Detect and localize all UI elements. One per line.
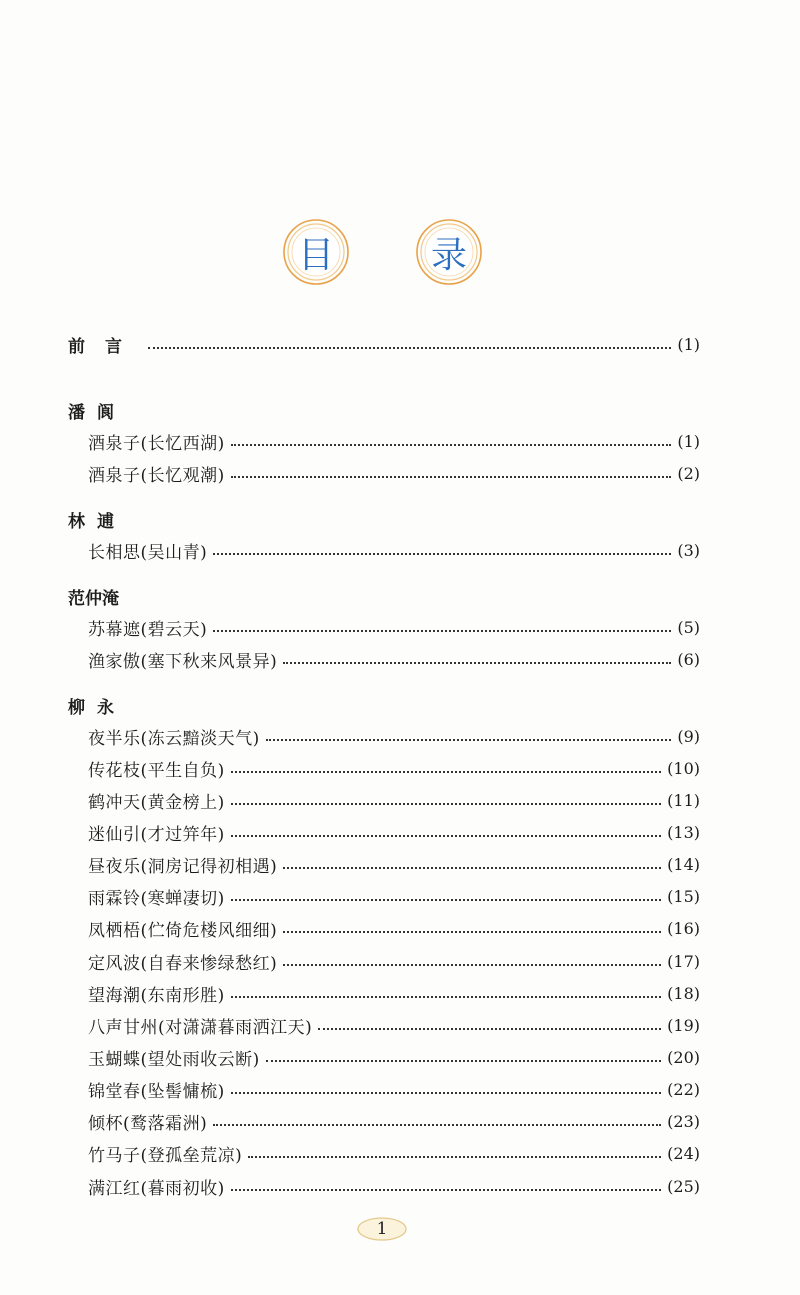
toc-entry-label: 迷仙引(才过笄年) [88, 824, 225, 845]
toc-entry-page: (10) [667, 758, 700, 778]
toc-entry[interactable] [88, 948, 700, 974]
toc-entry[interactable] [88, 1173, 700, 1199]
page-number: 1 [376, 1219, 388, 1239]
toc-entry-page: (20) [667, 1047, 700, 1067]
leader-dots [148, 347, 671, 349]
toc-entry-label: 雨霖铃(寒蝉凄切) [88, 888, 225, 909]
leader-dots [213, 630, 671, 632]
toc-entry-page: (25) [667, 1176, 700, 1196]
toc-entry-preface[interactable] [68, 331, 700, 357]
toc-entry-page: (24) [667, 1143, 700, 1163]
leader-dots [283, 867, 661, 869]
toc-entry-label: 前言 [68, 336, 142, 357]
toc-entry-label: 倾杯(鹜落霜洲) [88, 1113, 208, 1134]
leader-dots [213, 1124, 661, 1126]
toc-entry[interactable] [88, 755, 700, 781]
toc-entry-label: 竹马子(登孤垒荒凉) [88, 1145, 243, 1166]
title-badge-left [282, 218, 350, 286]
leader-dots [231, 899, 661, 901]
toc-entry-page: (16) [667, 918, 700, 938]
title-char-1: 目 [297, 234, 334, 276]
toc-entry-label: 酒泉子(长忆西湖) [88, 433, 225, 454]
author-heading: 潘阆 [68, 402, 126, 423]
toc-entry-page: (23) [667, 1111, 700, 1131]
toc-entry-label: 传花枝(平生自负) [88, 760, 225, 781]
title-badge-right [415, 218, 483, 286]
page-number-badge [356, 1216, 408, 1242]
leader-dots [266, 739, 672, 741]
toc-entry-label: 定风波(自春来惨绿愁红) [88, 953, 278, 974]
toc-entry-label: 渔家傲(塞下秋来风景异) [88, 651, 278, 672]
toc-entry-label: 苏幕遮(碧云天) [88, 619, 208, 640]
toc-entry-page: (11) [667, 790, 700, 810]
toc-entry-page: (18) [667, 983, 700, 1003]
toc-entry-page: (1) [677, 334, 700, 354]
title-char-2: 录 [430, 234, 467, 276]
leader-dots [318, 1028, 661, 1030]
toc-entry[interactable] [88, 1076, 700, 1102]
toc-entry[interactable] [88, 460, 700, 486]
toc-entry-label: 夜半乐(冻云黯淡天气) [88, 728, 260, 749]
leader-dots [231, 1092, 661, 1094]
leader-dots [231, 476, 672, 478]
toc-entry[interactable] [88, 883, 700, 909]
toc-entry-page: (13) [667, 822, 700, 842]
toc-entry-page: (1) [677, 431, 700, 451]
toc-entry-page: (9) [677, 726, 700, 746]
leader-dots [248, 1156, 661, 1158]
toc-entry[interactable] [88, 614, 700, 640]
toc-entry-label: 锦堂春(坠髻慵梳) [88, 1081, 225, 1102]
toc-entry-label: 望海潮(东南形胜) [88, 985, 225, 1006]
author-heading: 林逋 [68, 511, 126, 532]
toc-entry-label: 昼夜乐(洞房记得初相遇) [88, 856, 278, 877]
toc-entry-page: (14) [667, 854, 700, 874]
toc-entry-label: 满江红(暮雨初收) [88, 1178, 225, 1199]
toc-entry-page: (15) [667, 886, 700, 906]
leader-dots [283, 931, 661, 933]
toc-entry-label: 鹤冲天(黄金榜上) [88, 792, 225, 813]
toc-entry-page: (5) [677, 617, 700, 637]
leader-dots [231, 835, 661, 837]
toc-entry[interactable] [88, 851, 700, 877]
toc-entry[interactable] [88, 1044, 700, 1070]
toc-entry[interactable] [88, 1108, 700, 1134]
toc-entry[interactable] [88, 819, 700, 845]
toc-entry-page: (19) [667, 1015, 700, 1035]
toc-entry[interactable] [88, 787, 700, 813]
toc-entry-page: (3) [677, 540, 700, 560]
toc-entry[interactable] [88, 723, 700, 749]
leader-dots [231, 996, 661, 998]
toc-entry[interactable] [88, 1012, 700, 1038]
leader-dots [231, 771, 661, 773]
leader-dots [231, 1189, 661, 1191]
toc-entry-label: 长相思(吴山青) [88, 542, 208, 563]
leader-dots [283, 662, 671, 664]
toc-entry-label: 玉蝴蝶(望处雨收云断) [88, 1049, 260, 1070]
toc-entry[interactable] [88, 980, 700, 1006]
toc-entry[interactable] [88, 646, 700, 672]
toc-entry-label: 八声甘州(对潇潇暮雨洒江天) [88, 1017, 313, 1038]
toc-entry-page: (6) [677, 649, 700, 669]
toc-entry-page: (2) [677, 463, 700, 483]
toc-entry-label: 凤栖梧(伫倚危楼风细细) [88, 920, 278, 941]
leader-dots [266, 1060, 661, 1062]
toc-entry-label: 酒泉子(长忆观潮) [88, 465, 225, 486]
leader-dots [283, 964, 661, 966]
toc-entry[interactable] [88, 1140, 700, 1166]
leader-dots [231, 803, 661, 805]
toc-entry[interactable] [88, 915, 700, 941]
author-heading: 柳永 [68, 697, 126, 718]
leader-dots [231, 444, 672, 446]
toc-entry[interactable] [88, 428, 700, 454]
leader-dots [213, 553, 671, 555]
toc-entry-page: (17) [667, 951, 700, 971]
toc-entry-page: (22) [667, 1079, 700, 1099]
toc-entry[interactable] [88, 537, 700, 563]
author-heading: 范仲淹 [68, 588, 119, 609]
